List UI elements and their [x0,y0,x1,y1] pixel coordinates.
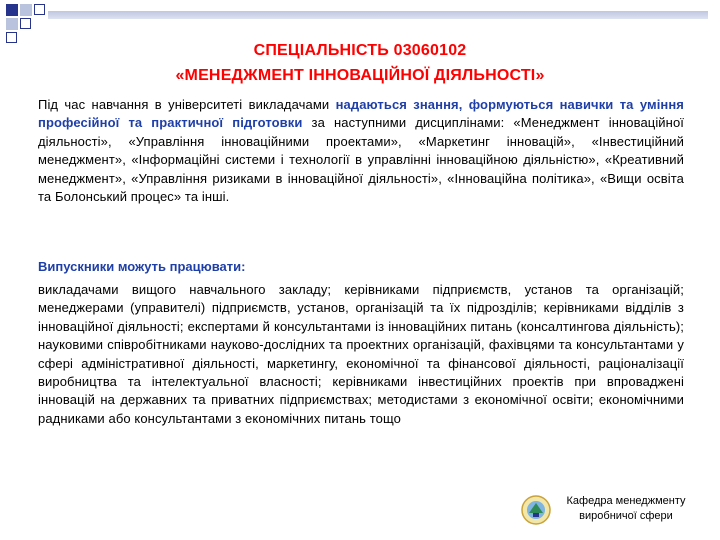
department-line-2: виробничої сфери [579,510,673,522]
department-logo-icon [520,494,552,526]
decor-square [20,4,32,16]
department-line-1: Кафедра менеджменту [566,495,686,507]
graduates-heading: Випускники можуть працювати: [38,259,246,274]
title-line-2: «МЕНЕДЖМЕНТ ІННОВАЦІЙНОЇ ДІЯЛЬНОСТІ» [175,67,545,84]
decor-square [20,18,31,29]
graduates-paragraph: викладачами вищого навчального закладу; керівниками підприємств, установ та організацій; менеджерами (управителі) підприємств, установ, організацій та їх підрозділів; керівниками відділів з інноваційної діяльності; експертами й консультантами із інноваційних питань (консалтингова діяльність); науковими співробітниками науково-дослідних та проектних організацій, фахівцями та консультантами у сфері адміністративної діяльності, маркетингу, економічної та фінансової діяльності, раціоналізації виробництва та інтелектуальної власності; керівниками інвестиційних проектів при впроваджені інновацій на державних та приватних підприємствах; методистами з економічної освіти; економічними радниками або консультантами з економічних питань тощо [38,282,684,426]
intro-text-end: за наступними дисциплінами: «Менеджмент інноваційної діяльності», «Управління інноваційними проектами», «Маркетинг інновацій», «Інвестиційний менеджмент», «Інформаційні системи і технології в управлінні інноваційною діяльністю», «Креативний менеджмент», «Управління ризиками в інноваційної діяльності», «Інноваційна політика», «Вищи освіта та Болонський процес» та інші. [38,115,684,205]
page-title [60,38,660,88]
decor-square [34,4,45,15]
header-rule [48,11,708,19]
intro-highlight: надаються знання, формуються навички та уміння професійної та практичної підготовки [38,97,684,131]
decor-square [6,32,17,43]
intro-text-start: Під час навчання в університеті викладачами [38,97,336,112]
decor-square [6,18,18,30]
department-caption [556,494,696,524]
title-line-1: СПЕЦІАЛЬНІСТЬ 03060102 [253,42,467,59]
decor-square [6,4,18,16]
intro-paragraph [38,96,684,206]
